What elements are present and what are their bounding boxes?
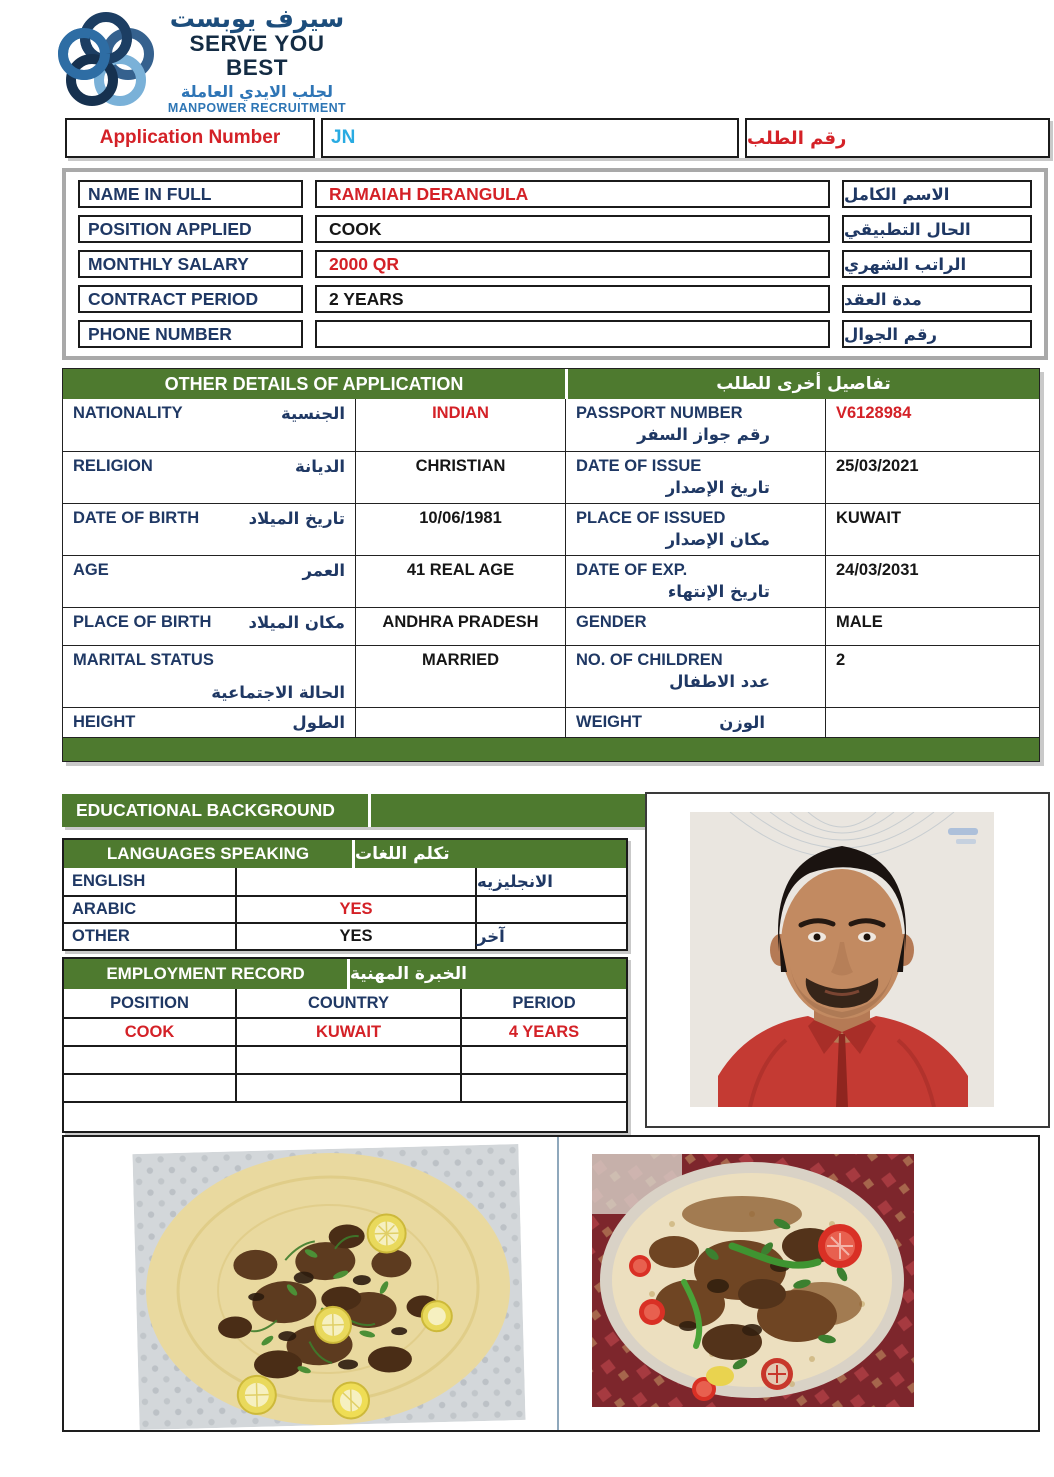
table-row bbox=[78, 180, 1032, 208]
employment-title: EMPLOYMENT RECORD bbox=[64, 959, 347, 989]
field-label: RELIGION الديانة bbox=[63, 452, 356, 503]
field-label: CONTRACT PERIOD bbox=[78, 285, 303, 313]
field-value: V6128984 bbox=[836, 404, 912, 422]
field-label: NAME IN FULL bbox=[78, 180, 303, 208]
field-label: PLACE OF ISSUED مكان الإصدار bbox=[566, 504, 826, 555]
field-label-arabic: الراتب الشهري bbox=[842, 250, 1032, 278]
field-value bbox=[315, 320, 830, 348]
other-details-title: OTHER DETAILS OF APPLICATION bbox=[63, 369, 565, 399]
field-value: KUWAIT bbox=[836, 509, 902, 527]
employment-position: COOK bbox=[64, 1019, 237, 1045]
field-value: CHRISTIAN bbox=[356, 452, 566, 503]
employment-country bbox=[237, 1047, 462, 1073]
field-value bbox=[356, 708, 566, 737]
language-label: ARABIC bbox=[64, 897, 237, 922]
language-label: OTHER bbox=[64, 924, 237, 949]
field-value: 24/03/2031 bbox=[836, 561, 919, 579]
applicant-photo-frame bbox=[645, 792, 1050, 1128]
table-row bbox=[78, 215, 1032, 243]
table-row bbox=[63, 645, 1039, 707]
table-row bbox=[63, 451, 1039, 503]
table-row bbox=[78, 285, 1032, 313]
field-label-arabic: الحال التطبيقي bbox=[842, 215, 1032, 243]
knot-logo-icon bbox=[56, 11, 156, 111]
logo-brand-arabic: سيرف يوبست bbox=[169, 4, 345, 33]
column-header: POSITION bbox=[64, 989, 237, 1017]
languages-header bbox=[64, 840, 626, 868]
field-label: MARITAL STATUS الحالة الاجتماعية bbox=[63, 646, 356, 707]
field-label: WEIGHT الوزن bbox=[566, 708, 826, 737]
table-row bbox=[63, 707, 1039, 737]
table-row bbox=[64, 1017, 626, 1045]
field-label: NATIONALITY الجنسية bbox=[63, 399, 356, 451]
field-label-arabic: مدة العقد bbox=[842, 285, 1032, 313]
application-number-value: JN bbox=[321, 118, 739, 158]
educational-background-title: EDUCATIONAL BACKGROUND bbox=[62, 794, 368, 827]
table-row bbox=[63, 503, 1039, 555]
applicant-photo bbox=[690, 812, 994, 1107]
employment-empty-row bbox=[64, 1101, 626, 1131]
field-value: 2 YEARS bbox=[315, 285, 830, 313]
food-photo-rice-platter bbox=[132, 1144, 525, 1430]
employment-period: 4 YEARS bbox=[508, 1022, 580, 1041]
employment-position bbox=[64, 1075, 237, 1101]
table-row bbox=[63, 555, 1039, 607]
field-label-arabic: الاسم الكامل bbox=[842, 180, 1032, 208]
language-value: YES bbox=[237, 924, 477, 949]
employment-record-table bbox=[62, 957, 628, 1133]
field-label: PHONE NUMBER bbox=[78, 320, 303, 348]
employment-period bbox=[462, 1047, 626, 1073]
field-label: NO. OF CHILDREN عدد الاطفال bbox=[566, 646, 826, 707]
employment-header bbox=[64, 959, 626, 989]
language-label-arabic: آخر bbox=[477, 927, 505, 946]
field-label-arabic: رقم الجوال bbox=[842, 320, 1032, 348]
field-value: ANDHRA PRADESH bbox=[356, 608, 566, 645]
field-value: 2000 QR bbox=[315, 250, 830, 278]
field-label: DATE OF EXP. تاريخ الإنتهاء bbox=[566, 556, 826, 607]
application-number-row bbox=[65, 118, 1050, 158]
field-value bbox=[826, 708, 1039, 737]
field-label: MONTHLY SALARY bbox=[78, 250, 303, 278]
other-details-title-arabic: تفاصيل أخرى للطلب bbox=[568, 369, 1039, 399]
field-label: DATE OF BIRTH تاريخ الميلاد bbox=[63, 504, 356, 555]
table-row bbox=[64, 922, 626, 949]
employment-title-arabic: الخبرة المهنية bbox=[350, 959, 626, 989]
application-number-label: Application Number bbox=[65, 118, 315, 158]
educational-background-spacer bbox=[371, 794, 648, 827]
language-value bbox=[237, 868, 477, 895]
field-value: 2 bbox=[836, 651, 846, 669]
field-value: 10/06/1981 bbox=[356, 504, 566, 555]
section-divider-bar bbox=[63, 737, 1039, 761]
other-details-table bbox=[62, 368, 1040, 762]
language-value: YES bbox=[237, 897, 477, 922]
languages-title-arabic: تكلم اللغات bbox=[355, 840, 626, 868]
applicant-summary-table bbox=[62, 168, 1048, 360]
panel-divider bbox=[557, 1137, 559, 1430]
field-value: INDIAN bbox=[356, 399, 566, 451]
logo-brand-english: SERVE YOU BEST bbox=[189, 31, 325, 80]
languages-title: LANGUAGES SPEAKING bbox=[64, 840, 352, 868]
languages-table bbox=[62, 838, 628, 951]
other-details-header bbox=[63, 369, 1039, 399]
table-row bbox=[64, 1045, 626, 1073]
employment-position bbox=[64, 1047, 237, 1073]
field-label: AGE العمر bbox=[63, 556, 356, 607]
field-label: DATE OF ISSUE تاريخ الإصدار bbox=[566, 452, 826, 503]
language-label-arabic bbox=[477, 897, 626, 922]
food-photos-panel bbox=[62, 1135, 1040, 1432]
field-value: 41 REAL AGE bbox=[356, 556, 566, 607]
language-label-arabic: الانجليزيه bbox=[477, 872, 553, 891]
field-label: GENDER bbox=[566, 608, 826, 645]
field-label: PLACE OF BIRTH مكان الميلاد bbox=[63, 608, 356, 645]
field-value: COOK bbox=[315, 215, 830, 243]
field-value: 25/03/2021 bbox=[836, 457, 919, 475]
table-row bbox=[64, 1073, 626, 1101]
employment-column-headers bbox=[64, 989, 626, 1017]
field-value: MALE bbox=[836, 613, 883, 631]
application-number-label-arabic: رقم الطلب bbox=[745, 118, 1050, 158]
field-label: HEIGHT الطول bbox=[63, 708, 356, 737]
column-header: COUNTRY bbox=[237, 989, 462, 1017]
field-label: PASSPORT NUMBER رقم جواز السفر bbox=[566, 399, 826, 451]
column-header: PERIOD bbox=[512, 993, 576, 1012]
field-value: MARRIED bbox=[356, 646, 566, 707]
table-row bbox=[78, 320, 1032, 348]
language-label: ENGLISH bbox=[64, 868, 237, 895]
educational-background-header bbox=[62, 794, 648, 827]
table-row bbox=[64, 895, 626, 922]
field-label: POSITION APPLIED bbox=[78, 215, 303, 243]
table-row bbox=[78, 250, 1032, 278]
logo-tagline-english: MANPOWER RECRUITMENT bbox=[167, 101, 347, 116]
company-logo bbox=[56, 6, 352, 115]
table-row bbox=[64, 868, 626, 895]
field-value: RAMAIAH DERANGULA bbox=[315, 180, 830, 208]
table-row bbox=[63, 399, 1039, 451]
employment-country: KUWAIT bbox=[237, 1019, 462, 1045]
employment-period bbox=[462, 1075, 626, 1101]
logo-tagline-arabic: لجلب الايدي العاملة bbox=[180, 81, 334, 101]
table-row bbox=[63, 607, 1039, 645]
food-photo-meat-rice-platter bbox=[592, 1154, 914, 1407]
employment-country bbox=[237, 1075, 462, 1101]
